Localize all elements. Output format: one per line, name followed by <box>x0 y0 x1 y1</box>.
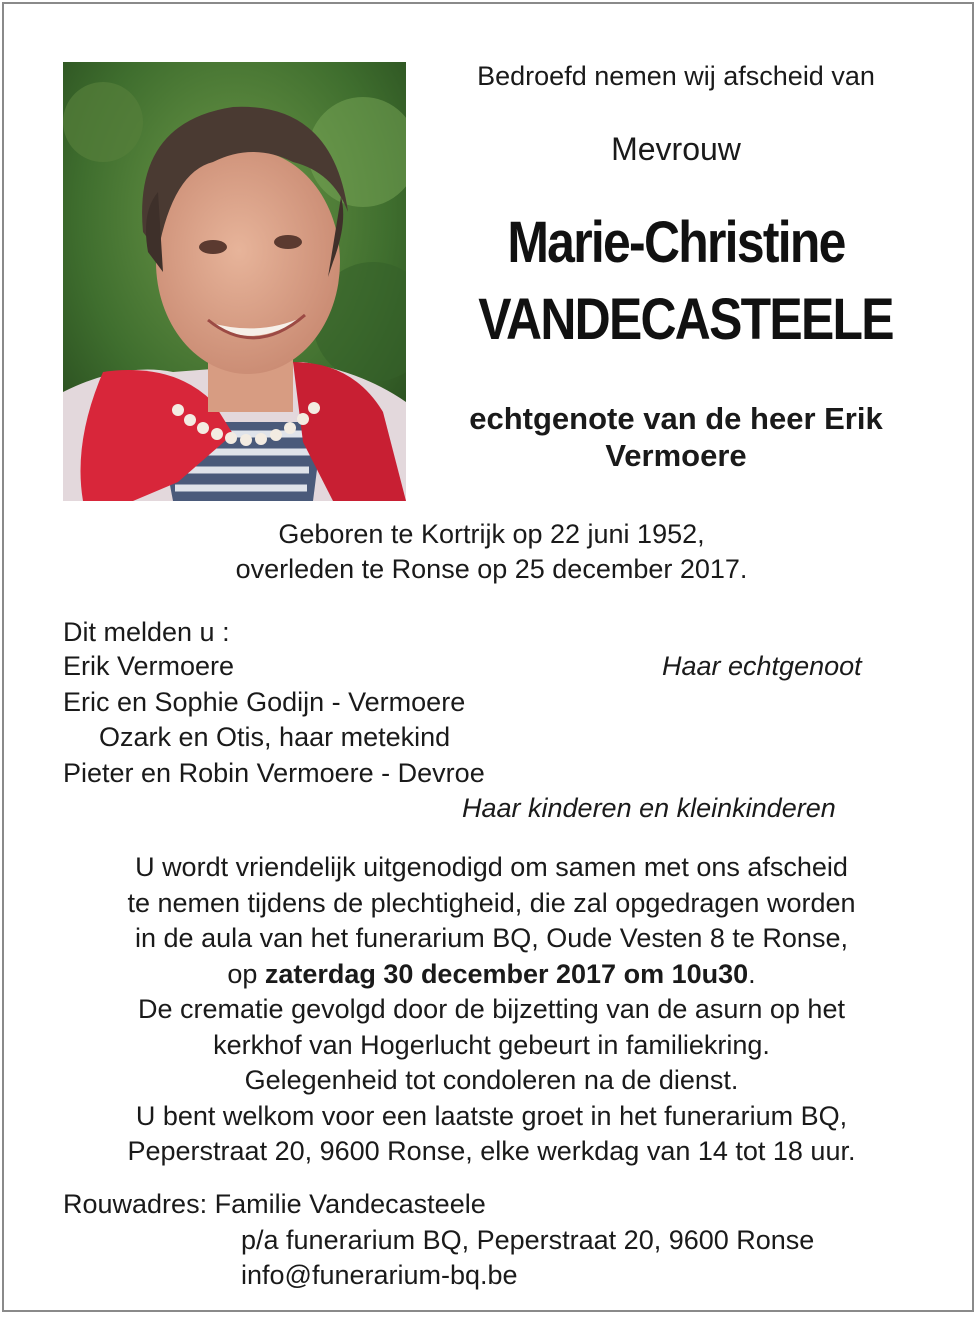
ceremony-date-suffix: . <box>748 958 756 989</box>
mourning-address-line: p/a funerarium BQ, Peperstraat 20, 9600 Ronse <box>241 1225 815 1255</box>
spouse-line-1: echtgenote van de heer Erik <box>469 401 883 436</box>
intro-text: Bedroefd nemen wij afscheid van <box>477 61 875 91</box>
husband-name: Erik Vermoere <box>63 651 235 681</box>
ceremony-line-3: in de aula van het funerarium BQ, Oude Vesten 8 te Ronse, <box>135 923 848 953</box>
ceremony-line-7: Gelegenheid tot condoleren na de dienst. <box>244 1065 739 1095</box>
ceremony-line-5: De crematie gevolgd door de bijzetting van de asurn op het <box>138 994 845 1024</box>
ceremony-line-2: te nemen tijdens de plechtigheid, die zal opgedragen worden <box>127 887 856 918</box>
portrait-photo <box>63 62 406 501</box>
title-text: Mevrouw <box>611 131 741 167</box>
grandchildren-line: Ozark en Otis, haar metekind <box>99 722 451 752</box>
children-role: Haar kinderen en kleinkinderen <box>462 793 836 823</box>
birth-line: Geboren te Kortrijk op 22 juni 1952, <box>278 519 705 549</box>
last-name: VANDECASTEELE <box>478 287 893 352</box>
obituary-card <box>2 2 974 1312</box>
ceremony-date-prefix: op <box>227 958 265 989</box>
first-name: Marie-Christine <box>507 210 845 275</box>
family-member-1: Eric en Sophie Godijn - Vermoere <box>63 687 466 717</box>
family-member-2: Pieter en Robin Vermoere - Devroe <box>63 758 485 788</box>
contact-email[interactable]: info@funerarium-bq.be <box>241 1260 518 1290</box>
ceremony-line-6: kerkhof van Hogerlucht gebeurt in familiekring. <box>213 1029 770 1060</box>
spouse-line-2: Vermoere <box>605 438 747 473</box>
ceremony-date: zaterdag 30 december 2017 om 10u30 <box>264 958 749 989</box>
birth-death-dates <box>124 517 859 587</box>
death-line: overleden te Ronse op 25 december 2017. <box>235 554 748 584</box>
ceremony-text <box>44 850 939 1170</box>
spouse-info <box>422 400 930 474</box>
husband-role: Haar echtgenoot <box>662 651 862 681</box>
mourning-address-label: Rouwadres: Familie Vandecasteele <box>63 1189 486 1219</box>
family-heading: Dit melden u : <box>63 617 230 647</box>
ceremony-line-8: U bent welkom voor een laatste groet in het funerarium BQ, <box>135 1100 848 1131</box>
ceremony-line-9: Peperstraat 20, 9600 Ronse, elke werkdag van 14 tot 18 uur. <box>127 1136 856 1166</box>
ceremony-line-4 <box>44 957 939 993</box>
ceremony-line-1: U wordt vriendelijk uitgenodigd om samen met ons afscheid <box>135 852 848 882</box>
